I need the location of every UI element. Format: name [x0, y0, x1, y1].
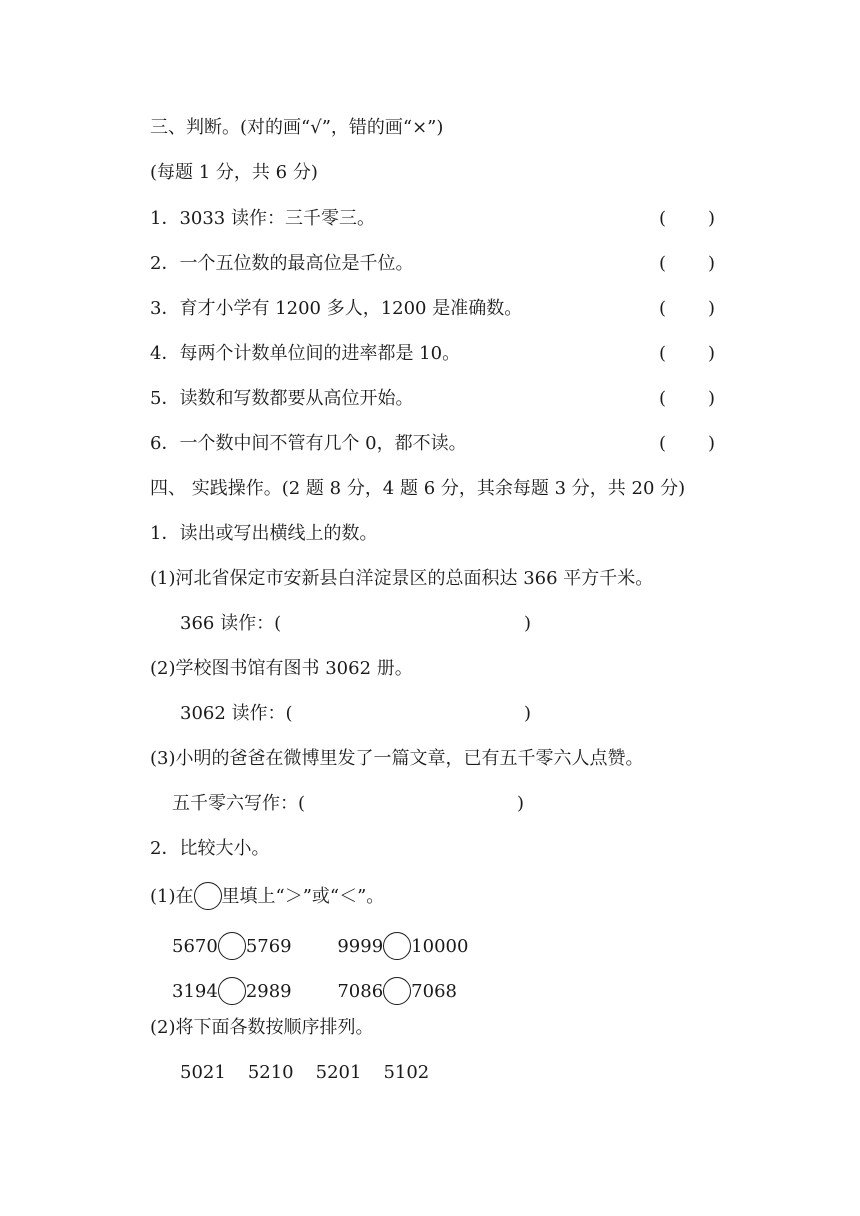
compare-circle-input[interactable] [218, 977, 246, 1005]
judge-answer-3[interactable]: ( ) [659, 298, 715, 319]
order-numbers [180, 1061, 451, 1085]
q1-sub1-close-paren: ) [524, 613, 532, 634]
compare-item: 9999 10000 [337, 932, 468, 960]
judge-answer-1[interactable]: ( ) [659, 208, 715, 229]
q1-sub3-close-paren: ) [517, 793, 525, 814]
q1-title: 1．读出或写出横线上的数。 [150, 523, 378, 544]
q1-sub3: (3)小明的爸爸在微博里发了一篇文章，已有五千零六人点赞。 [150, 748, 644, 769]
section3-score-note: (每题 1 分，共 6 分) [150, 162, 318, 183]
judge-answer-5[interactable]: ( ) [659, 388, 715, 409]
compare-item: 5670 5769 [172, 932, 292, 960]
compare-row-1 [172, 932, 468, 960]
blank-circle-icon [194, 882, 222, 910]
judge-item-5: 5．读数和写数都要从高位开始。 [150, 388, 414, 409]
order-number: 5102 [383, 1062, 430, 1083]
judge-item-6: 6．一个数中间不管有几个 0，都不读。 [150, 433, 467, 454]
compare-circle-input[interactable] [218, 932, 246, 960]
order-number: 5210 [247, 1062, 294, 1083]
judge-item-4: 4．每两个计数单位间的进率都是 10。 [150, 343, 461, 364]
order-number: 5021 [180, 1062, 226, 1083]
judge-answer-2[interactable]: ( ) [659, 253, 715, 274]
compare-circle-input[interactable] [383, 977, 411, 1005]
judge-answer-6[interactable]: ( ) [659, 433, 715, 454]
compare-row-2 [172, 977, 457, 1005]
judge-item-1: 1．3033 读作：三千零三。 [150, 208, 375, 229]
compare-item: 3194 2989 [172, 977, 292, 1005]
q1-sub2-close-paren: ) [524, 703, 532, 724]
compare-circle-input[interactable] [383, 932, 411, 960]
section4-title: 四、 实践操作。(2 题 8 分，4 题 6 分，其余每题 3 分，共 20 分) [150, 478, 686, 499]
q1-sub2: (2)学校图书馆有图书 3062 册。 [150, 658, 413, 679]
q2-title: 2．比较大小。 [150, 838, 270, 859]
q1-sub3-answer-label: 五千零六写作：( [172, 793, 306, 814]
q1-sub1: (1)河北省保定市安新县白洋淀景区的总面积达 366 平方千米。 [150, 568, 654, 589]
q1-sub2-answer-label: 3062 读作：( [180, 703, 293, 724]
order-number: 5201 [315, 1062, 362, 1083]
judge-item-2: 2．一个五位数的最高位是千位。 [150, 253, 414, 274]
q2-sub1-instruction: (1)在 里填上“＞”或“＜”。 [150, 882, 384, 910]
q2-sub2: (2)将下面各数按顺序排列。 [150, 1017, 374, 1038]
compare-item: 7086 7068 [337, 977, 457, 1005]
q1-sub1-answer-label: 366 读作：( [180, 613, 282, 634]
judge-answer-4[interactable]: ( ) [659, 343, 715, 364]
judge-item-3: 3．育才小学有 1200 多人，1200 是准确数。 [150, 298, 523, 319]
section3-title: 三、判断。(对的画“√”，错的画“×”) [150, 117, 444, 138]
